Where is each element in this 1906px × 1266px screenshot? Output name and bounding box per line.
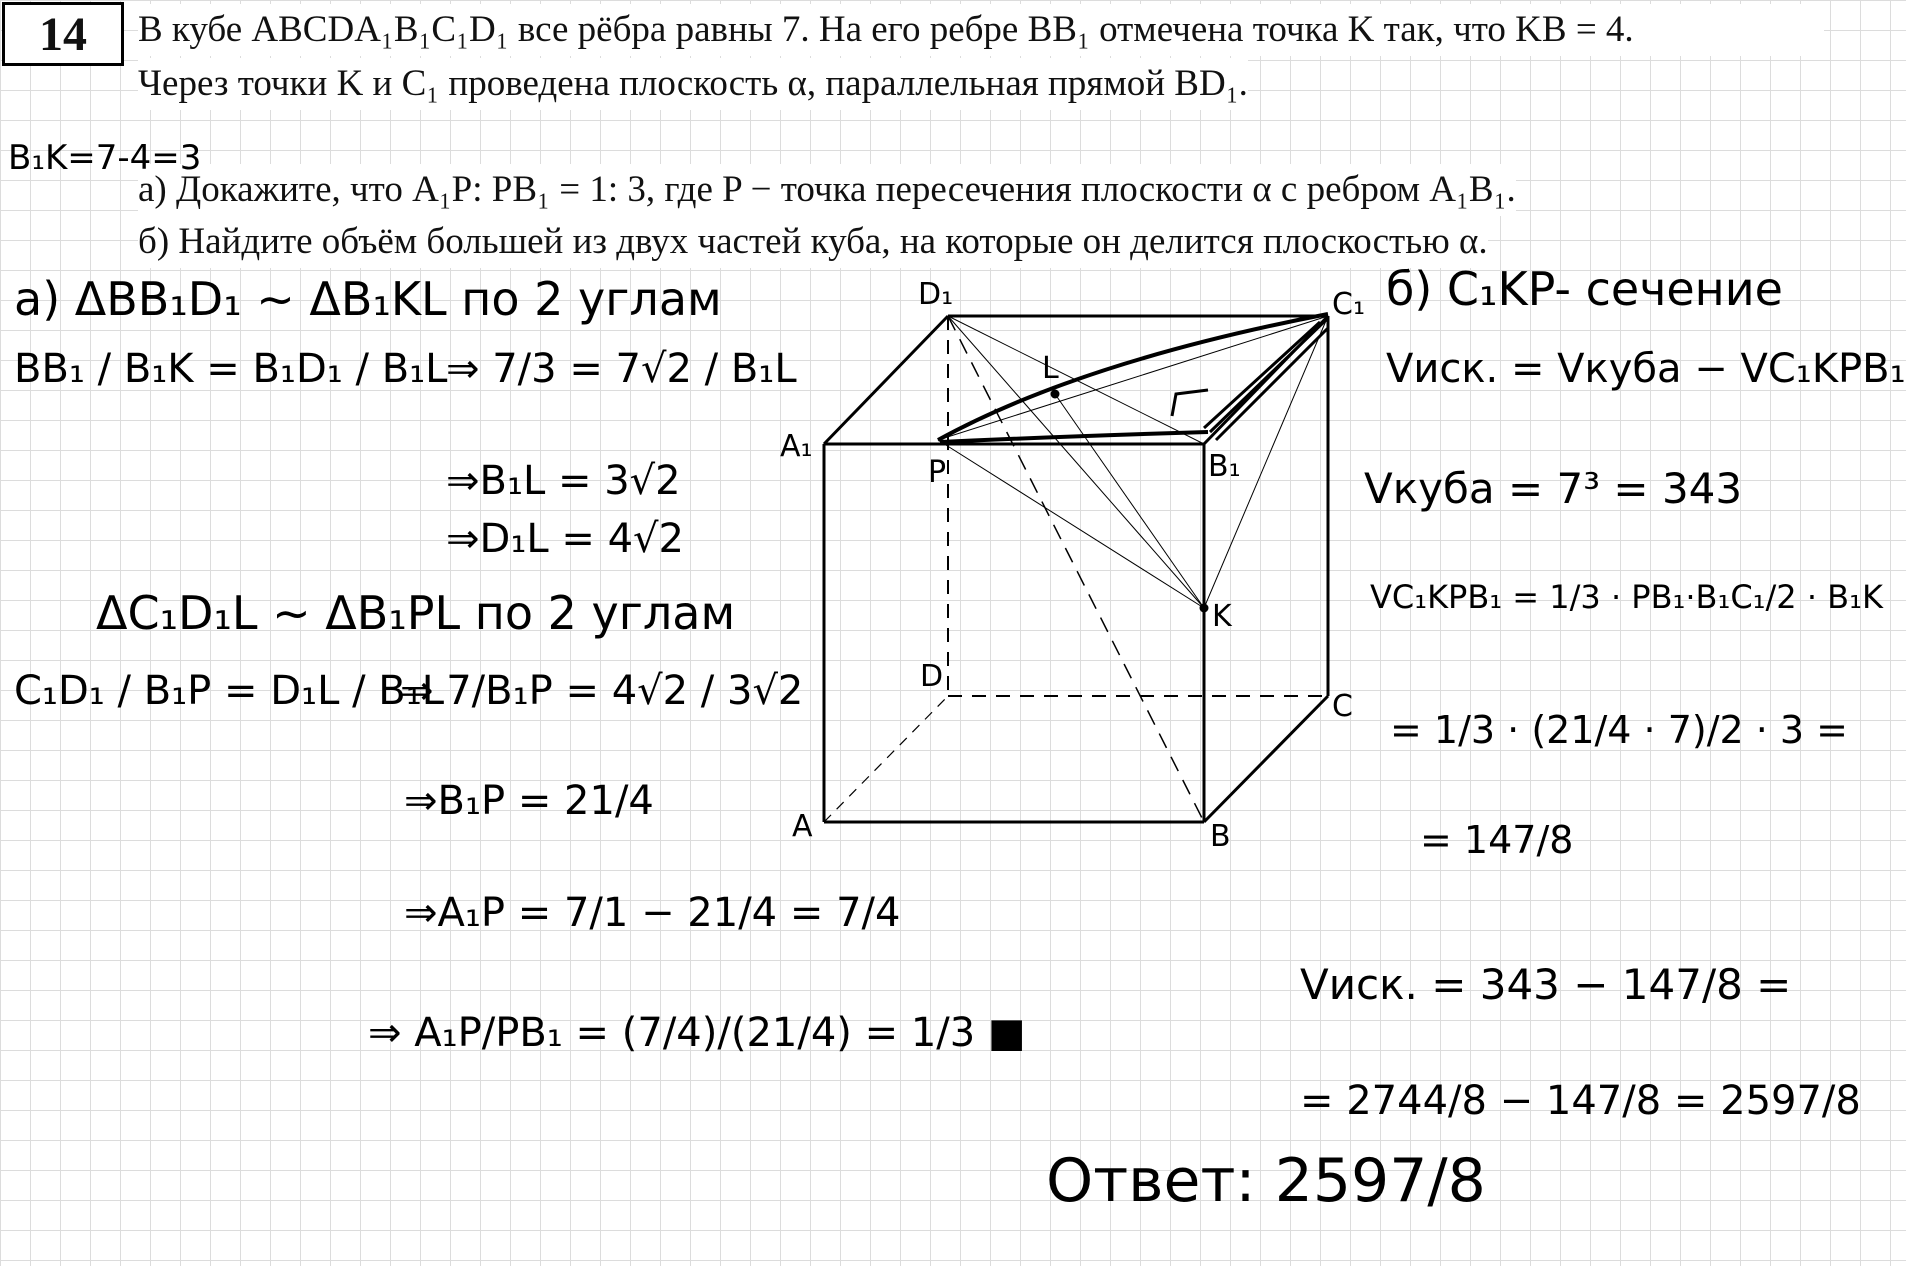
note-b1k: B₁K=7-4=3 xyxy=(8,138,202,178)
note-b-result-2: = 2744/8 − 147/8 = 2597/8 xyxy=(1300,1078,1861,1124)
note-a-similar: а) ΔBB₁D₁ ~ ΔB₁KL по 2 углам xyxy=(14,272,722,326)
note-a-step4: ⇒ 7/B₁P = 4√2 / 3√2 xyxy=(400,668,804,714)
right-angle-mark xyxy=(1172,390,1208,416)
note-a-step2: ⇒B₁L = 3√2 xyxy=(446,458,681,504)
line-d1k xyxy=(948,316,1204,608)
statement-line-1: В кубе ABCDA₁B₁C₁D₁ все рёбра равны 7. На его ребре BB₁ отмечена точка K так, что KB = 4. xyxy=(138,4,1824,56)
note-b-volume: Vиск. = Vкуба − VC₁KPB₁ xyxy=(1386,346,1906,392)
part-a-statement: а) Докажите, что A₁P: PB₁ = 1: 3, где P − точка пересечения плоскости α с ребром A₁B₁. xyxy=(138,164,1516,216)
note-b-cube: Vкуба = 7³ = 343 xyxy=(1364,464,1743,513)
note-a-similar2: ΔC₁D₁L ~ ΔB₁PL по 2 углам xyxy=(96,586,736,640)
note-a-step3: ⇒D₁L = 4√2 xyxy=(446,516,684,562)
note-a-ratio2: C₁D₁ / B₁P = D₁L / B₁L xyxy=(14,668,445,714)
label-a: A xyxy=(792,809,813,844)
diagonal-d1b xyxy=(948,316,1204,822)
note-a-ratio: BB₁ / B₁K = B₁D₁ / B₁L xyxy=(14,346,448,392)
line-pk xyxy=(938,440,1204,608)
label-d1: D₁ xyxy=(918,277,954,312)
point-l xyxy=(1051,390,1059,398)
label-a1: A₁ xyxy=(780,429,813,464)
section-pb1 xyxy=(940,432,1208,442)
note-a-step1: ⇒ 7/3 = 7√2 / B₁L xyxy=(446,346,797,392)
point-k xyxy=(1200,604,1208,612)
note-a-step5: ⇒B₁P = 21/4 xyxy=(404,778,654,824)
part-b-statement: б) Найдите объём большей из двух частей куба, на которые он делится плоскостью α. xyxy=(138,216,1488,268)
note-b-pyramid: VC₁KPB₁ = 1/3 · PB₁·B₁C₁/2 · B₁K xyxy=(1370,578,1883,616)
label-k: K xyxy=(1212,599,1232,634)
label-b: B xyxy=(1210,819,1231,854)
note-a-step6: ⇒A₁P = 7/1 − 21/4 = 7/4 xyxy=(404,890,901,936)
edge-a1d1 xyxy=(824,316,948,444)
note-a-step7: ⇒ A₁P/PB₁ = (7/4)/(21/4) = 1/3 ■ xyxy=(368,1010,1026,1056)
note-b-result-1: Vиск. = 343 − 147/8 = xyxy=(1300,960,1792,1009)
note-b-pyramid-3: = 147/8 xyxy=(1420,818,1574,862)
label-l: L xyxy=(1042,351,1059,386)
note-answer: Ответ: 2597/8 xyxy=(1046,1146,1486,1216)
label-b1: B₁ xyxy=(1208,449,1241,484)
task-number: 14 xyxy=(2,2,124,66)
edge-ad-hidden xyxy=(824,696,948,822)
cube-figure xyxy=(780,270,1365,854)
edge-bc xyxy=(1204,696,1328,822)
note-b-title: б) C₁KP- сечение xyxy=(1386,262,1783,316)
label-c1: C₁ xyxy=(1332,287,1365,322)
line-lk xyxy=(1055,394,1204,608)
statement-line-2: Через точки K и C₁ проведена плоскость α, параллельная прямой BD₁. xyxy=(138,58,1248,110)
label-p: P xyxy=(928,455,947,490)
label-c: C xyxy=(1332,689,1353,724)
note-b-pyramid-2: = 1/3 · (21/4 · 7)/2 · 3 = xyxy=(1390,708,1849,752)
label-d: D xyxy=(920,659,944,694)
